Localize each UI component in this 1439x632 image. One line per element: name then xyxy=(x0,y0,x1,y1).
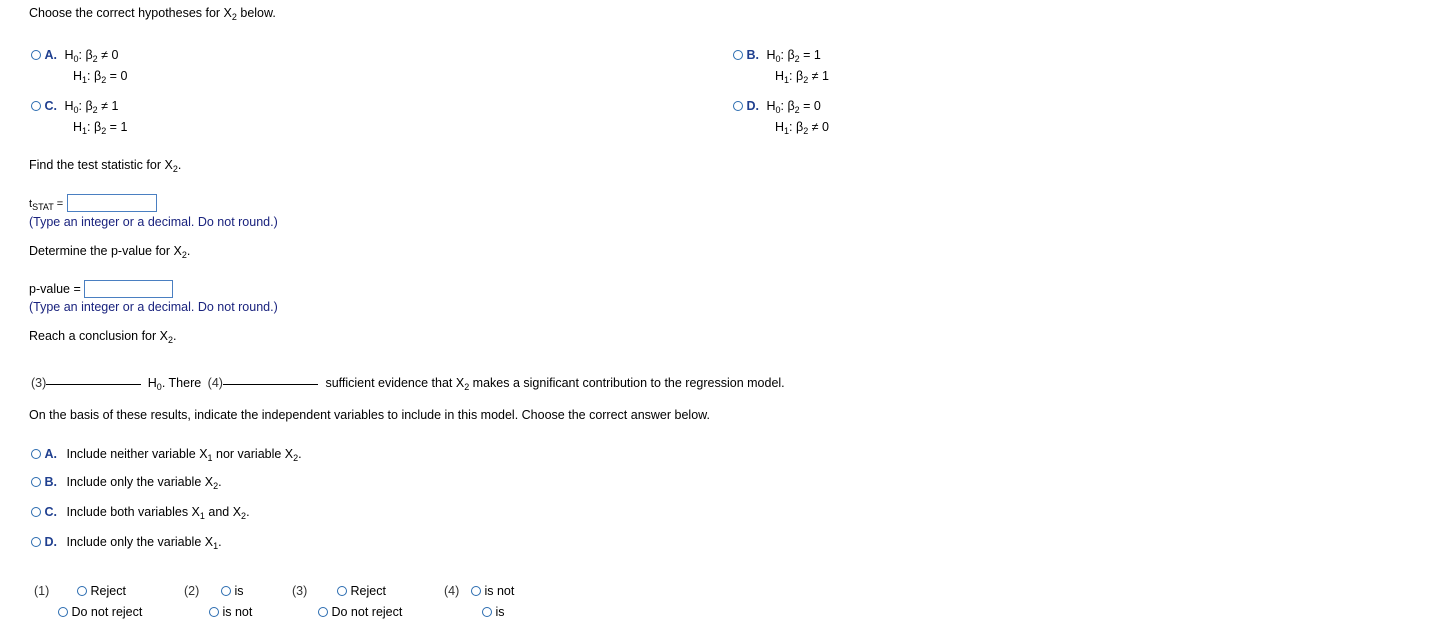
option-letter: A. xyxy=(44,48,57,62)
option-letter: C. xyxy=(44,99,57,113)
choice-3-reject[interactable]: Reject xyxy=(337,584,386,598)
choice-group-2-label: (2) xyxy=(184,584,200,598)
radio-b[interactable] xyxy=(733,50,743,60)
conclusion-sentence: (3) $H_0$. There (4) sufficient evidence that $X_2$ makes a significant contribution to the regression model. xyxy=(31,376,785,392)
conclusion-prompt: Reach a conclusion for $X_2$. xyxy=(29,329,177,345)
choice-4-is-not[interactable]: is not xyxy=(471,584,514,598)
radio-var-d[interactable] xyxy=(31,537,41,547)
variable-option-b[interactable]: B. Include only the variable $X_2$. xyxy=(31,475,222,489)
radio-d[interactable] xyxy=(733,101,743,111)
hypothesis-a-h1: $H_1$: $\beta_2 = 0$ xyxy=(73,69,128,85)
h0-line: $H_0$: $\beta_2 \ne 0$ xyxy=(64,48,119,64)
blank-3-label: (3) xyxy=(31,376,47,390)
prompt-text: Choose the correct hypotheses for X xyxy=(29,6,232,20)
radio-icon[interactable] xyxy=(58,607,68,617)
radio-var-a[interactable] xyxy=(31,449,41,459)
hypothesis-option-b[interactable] xyxy=(733,48,821,62)
prompt-subscript: 2 xyxy=(231,12,237,22)
hypothesis-b-h1: $H_1$: $\beta_2 \ne 1$ xyxy=(775,69,829,85)
radio-c[interactable] xyxy=(31,101,41,111)
radio-icon[interactable] xyxy=(318,607,328,617)
hypothesis-d-h1: $H_1$: $\beta_2 \ne 0$ xyxy=(775,120,829,136)
hypothesis-option-d[interactable] xyxy=(733,99,821,113)
radio-icon[interactable] xyxy=(77,586,87,596)
choice-1-reject[interactable]: Reject xyxy=(77,584,126,598)
hypothesis-c-h1: $H_1$: $\beta_2 = 1$ xyxy=(73,120,128,136)
h0-line: $H_0$: $\beta_2 = 1$ xyxy=(766,48,821,64)
radio-icon[interactable] xyxy=(482,607,492,617)
radio-icon[interactable] xyxy=(221,586,231,596)
hypothesis-option-a[interactable] xyxy=(31,48,118,62)
t-stat-input[interactable] xyxy=(67,194,157,212)
variables-prompt: On the basis of these results, indicate the independent variables to include in this model. Choose the correct answer below. xyxy=(29,408,710,422)
p-value-input[interactable] xyxy=(84,280,173,298)
p-value-row xyxy=(29,280,173,298)
variable-option-a[interactable]: A. Include neither variable $X_1$ nor variable $X_2$. xyxy=(31,447,302,461)
option-letter: D. xyxy=(746,99,759,113)
hypotheses-prompt xyxy=(29,6,276,20)
choice-2-is-not[interactable]: is not xyxy=(209,605,252,619)
p-value-prompt: Determine the p-value for $X_2$. xyxy=(29,244,191,260)
p-value-label: p-value = xyxy=(29,282,81,296)
choice-group-1-label: (1) xyxy=(34,584,50,598)
radio-icon[interactable] xyxy=(471,586,481,596)
t-stat-label: $t_{STAT}$ = xyxy=(29,198,64,212)
choice-group-4-label: (4) xyxy=(444,584,460,598)
hypothesis-option-c[interactable] xyxy=(31,99,118,113)
h0-line: $H_0$: $\beta_2 \ne 1$ xyxy=(64,99,119,115)
option-letter: B. xyxy=(746,48,759,62)
variable-option-c[interactable]: C. Include both variables $X_1$ and $X_2$. xyxy=(31,505,250,519)
radio-a[interactable] xyxy=(31,50,41,60)
blank-4-dropdown[interactable] xyxy=(223,383,318,385)
choice-group-3-label: (3) xyxy=(292,584,308,598)
radio-var-c[interactable] xyxy=(31,507,41,517)
blank-3-dropdown[interactable] xyxy=(46,383,141,385)
radio-icon[interactable] xyxy=(209,607,219,617)
choice-4-is[interactable]: is xyxy=(482,605,505,619)
variable-option-d[interactable]: D. Include only the variable $X_1$. xyxy=(31,535,222,549)
h0-line: $H_0$: $\beta_2 = 0$ xyxy=(766,99,821,115)
prompt-suffix: below. xyxy=(236,6,276,20)
t-stat-hint: (Type an integer or a decimal. Do not round.) xyxy=(29,215,278,229)
t-stat-row xyxy=(29,194,157,212)
p-value-hint: (Type an integer or a decimal. Do not round.) xyxy=(29,300,278,314)
choice-2-is[interactable]: is xyxy=(221,584,244,598)
blank-4-label: (4) xyxy=(207,376,223,390)
radio-var-b[interactable] xyxy=(31,477,41,487)
choice-1-do-not-reject[interactable]: Do not reject xyxy=(58,605,142,619)
test-stat-prompt: Find the test statistic for $X_2$. xyxy=(29,158,182,174)
choice-3-do-not-reject[interactable]: Do not reject xyxy=(318,605,402,619)
radio-icon[interactable] xyxy=(337,586,347,596)
